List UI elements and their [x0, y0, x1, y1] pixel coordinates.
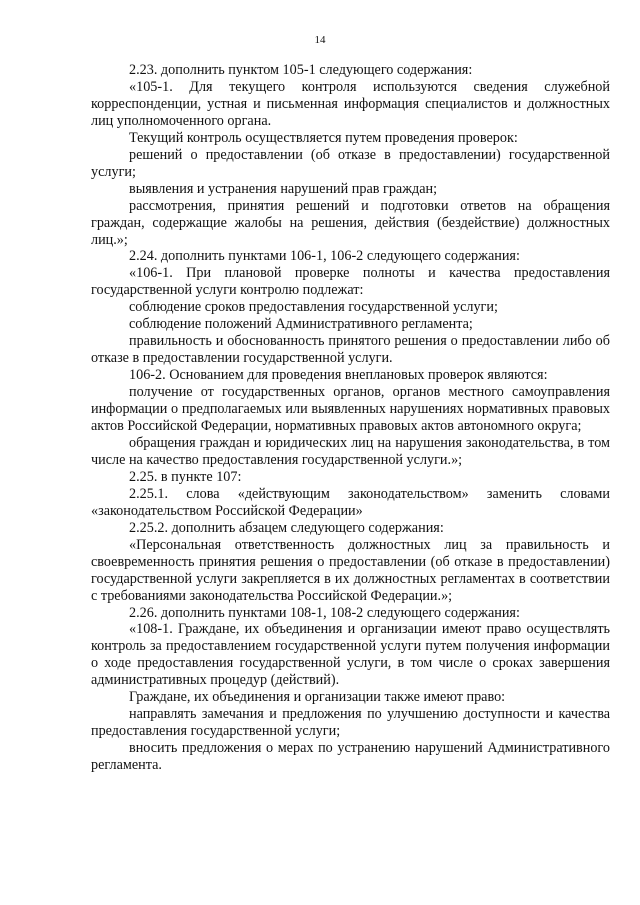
paragraph-list-item: правильность и обоснованность принятого решения о предоставлении либо об отказе в предоставлении государственной услуги. [91, 333, 610, 367]
paragraph-citizens-rights: Граждане, их объединения и организации также имеют право: [129, 689, 506, 706]
paragraph-2-24: 2.24. дополнить пунктами 106-1, 106-2 следующего содержания: [129, 248, 520, 265]
paragraph-106-2: 106-2. Основанием для проведения внеплановых проверок являются: [129, 367, 548, 384]
paragraph-list-item: соблюдение положений Административного регламента; [129, 316, 473, 333]
paragraph-list-item: вносить предложения о мерах по устранению нарушений Административного регламента. [91, 740, 610, 774]
paragraph-105-1: «105-1. Для текущего контроля используются сведения служебной корреспонденции, устная и письменная информация специалистов и должностных лиц уполномоченного органа. [91, 78, 610, 129]
paragraph-list-item: решений о предоставлении (об отказе в предоставлении) государственной услуги; [91, 146, 610, 180]
paragraph-2-25-2: 2.25.2. дополнить абзацем следующего содержания: [129, 519, 444, 536]
paragraph-current-control: Текущий контроль осуществляется путем проведения проверок: [129, 129, 518, 146]
paragraph-2-23: 2.23. дополнить пунктом 105-1 следующего содержания: [129, 62, 473, 78]
paragraph-list-item: соблюдение сроков предоставления государственной услуги; [129, 299, 498, 316]
paragraph-2-25-1: 2.25.1. слова «действующим законодательством» заменить словами «законодательством Российской Федерации» [91, 485, 610, 519]
paragraph-2-25: 2.25. в пункте 107: [129, 468, 242, 485]
paragraph-list-item: направлять замечания и предложения по улучшению доступности и качества предоставления государственной услуги; [91, 706, 610, 740]
page-number: 14 [314, 34, 326, 46]
paragraph-list-item: обращения граждан и юридических лиц на нарушения законодательства, в том числе на качество предоставления государственной услуги.»; [91, 434, 610, 468]
paragraph-list-item: выявления и устранения нарушений прав граждан; [129, 180, 438, 197]
paragraph-2-26: 2.26. дополнить пунктами 108-1, 108-2 следующего содержания: [129, 604, 520, 621]
paragraph-personal-responsibility: «Персональная ответственность должностных лиц за правильность и своевременность принятия решения о предоставлении (об отказе в предоставлении) государственной услуги закрепляется в их должностных регламентах в соответствии с требованиями законодательства Российской Федерации.»; [91, 536, 610, 604]
paragraph-list-item: получение от государственных органов, органов местного самоуправления информации о предполагаемых или выявленных нарушениях нормативных правовых актов Российской Федерации, нормативных правовых актов автономного округа; [91, 384, 610, 435]
paragraph-list-item: рассмотрения, принятия решений и подготовки ответов на обращения граждан, содержащие жалобы на решения, действия (бездействие) должностных лиц.»; [91, 197, 610, 248]
paragraph-106-1: «106-1. При плановой проверке полноты и качества предоставления государственной услуги контролю подлежат: [91, 265, 610, 299]
paragraph-108-1: «108-1. Граждане, их объединения и организации имеют право осуществлять контроль за предоставлением государственной услуги путем получения информации о ходе предоставления государственной услуги, в том числе о сроках завершения административных процедур (действий). [91, 621, 610, 689]
document-body [91, 62, 610, 774]
